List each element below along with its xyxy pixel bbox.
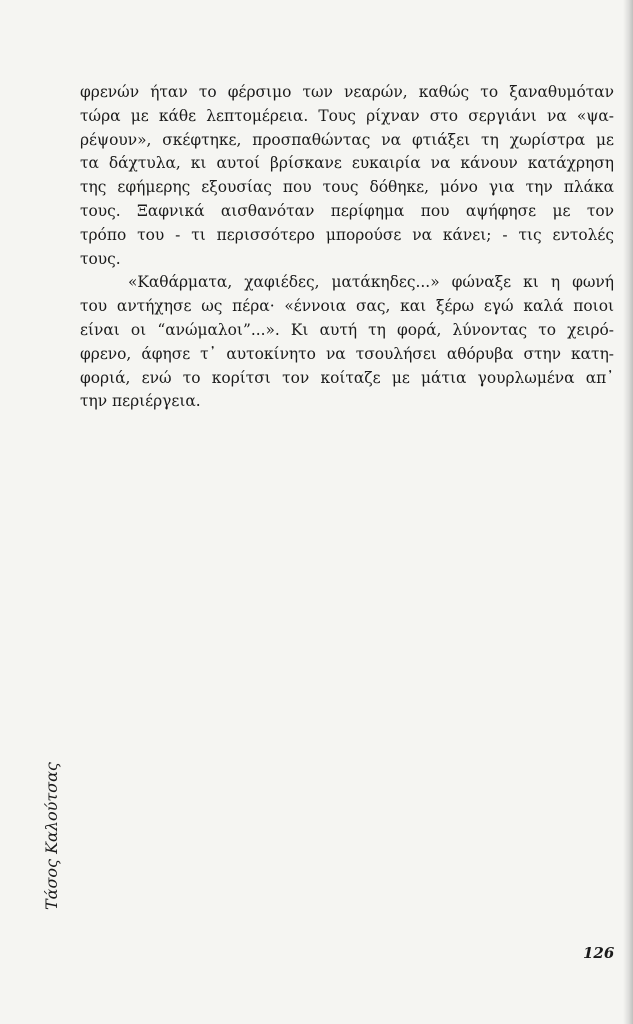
body-text <box>80 81 614 414</box>
text-line: «Καθάρματα, χαφιέδες, ματάκηδες...» φώναξε κι η φωνή <box>128 273 614 292</box>
text-line: τρόπο του - τι περισσότερο μπορούσε να κάνει; - τις εντολές <box>80 225 614 244</box>
text-line: φοριά, ενώ το κορίτσι τον κοίταζε με μάτια γουρλωμένα απ᾽ <box>80 368 614 387</box>
text-line: της εφήμερης εξουσίας που τους δόθηκε, μόνο για την πλάκα <box>80 178 614 197</box>
text-line: τα δάχτυλα, κι αυτοί βρίσκανε ευκαιρία να κάνουν κατάχρηση <box>80 154 614 173</box>
text-line: τώρα με κάθε λεπτομέρεια. Τους ρίχναν στο σεργιάνι να «ψα- <box>80 106 614 125</box>
text-line: φρενών ήταν το φέρσιμο των νεαρών, καθώς το ξαναθυμόταν <box>80 83 614 101</box>
text-line: είναι οι “ανώμαλοι”...». Κι αυτή τη φορά, λύνοντας το χειρό- <box>80 320 614 339</box>
text-line: τους. <box>80 249 121 268</box>
paragraph-2 <box>80 271 614 414</box>
page-edge-shadow <box>623 0 633 1024</box>
paragraph-1 <box>80 81 614 271</box>
text-line: του αντήχησε ως πέρα· «έννοια σας, και ξέρω εγώ καλά ποιοι <box>80 297 614 316</box>
page-number: 126 <box>583 944 615 962</box>
text-line: ρέψουν», σκέφτηκε, προσπαθώντας να φτιάξει τη χωρίστρα με <box>80 130 614 149</box>
running-header-author: Τάσος Καλούτσας <box>42 762 61 910</box>
text-line: τους. Ξαφνικά αισθανόταν περίφημα που αψήφησε με τον <box>80 201 614 220</box>
text-line: φρενο, άφησε τ᾽ αυτοκίνητο να τσουλήσει αθόρυβα στην κατη- <box>80 344 614 363</box>
text-line: την περιέργεια. <box>80 392 201 411</box>
